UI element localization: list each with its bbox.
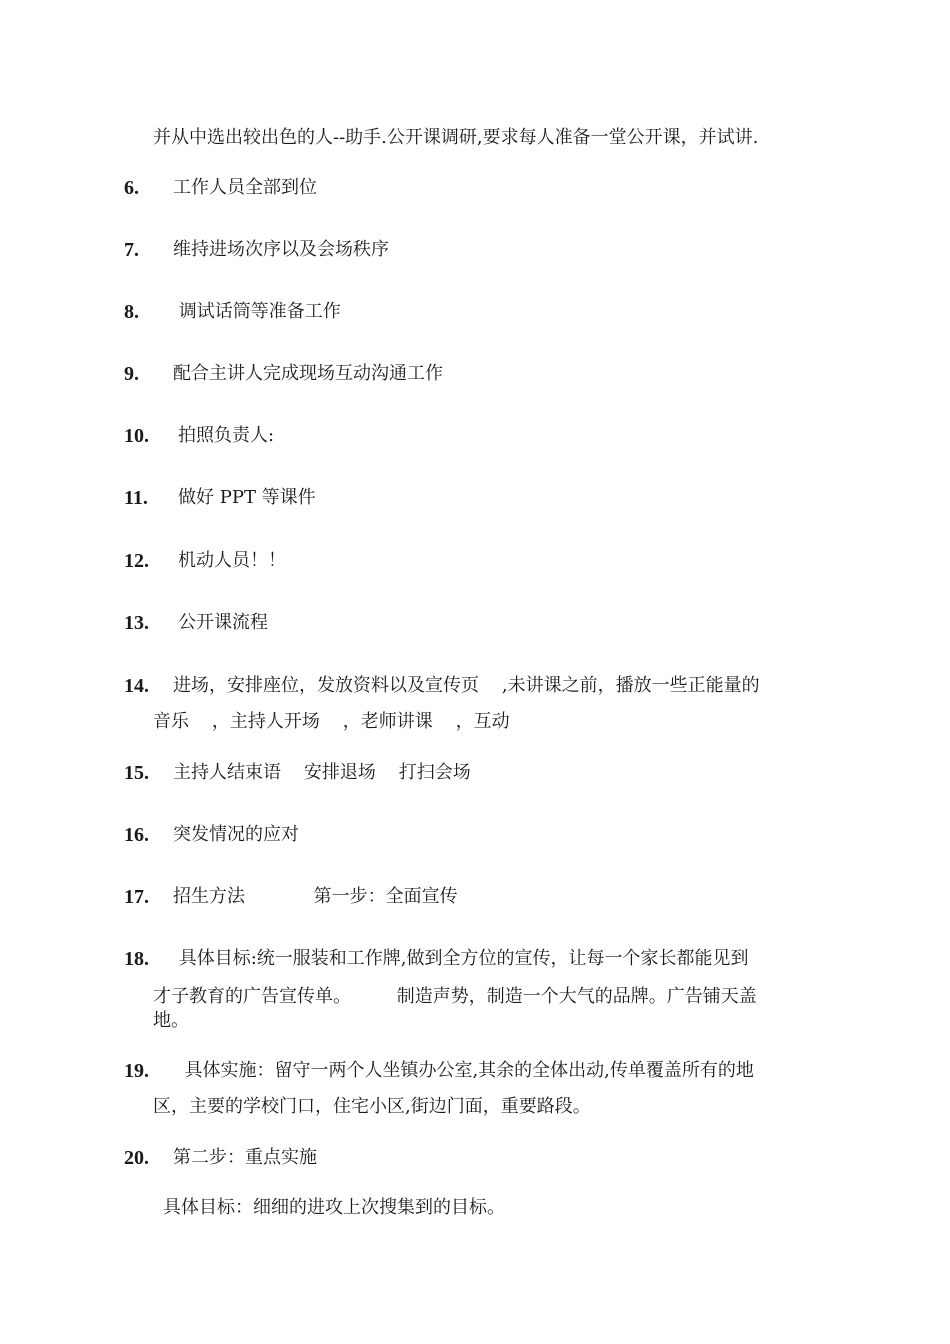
item-text: 工作人员全部到位 <box>173 177 317 198</box>
item-text: 具体实施：留守一两个人坐镇办公室,其余的全体出动,传单覆盖所有的地 <box>173 1060 754 1081</box>
item-number: 9. <box>124 363 139 385</box>
item-number: 16. <box>124 824 149 846</box>
item-text: 做好 PPT 等课件 <box>178 487 316 508</box>
item-text: 突发情况的应对 <box>173 824 299 845</box>
item-number: 11. <box>124 487 148 509</box>
item-number: 8. <box>124 301 139 323</box>
item-text: 才子教育的广告宣传单。 制造声势，制造一个大气的品牌。广告铺天盖 <box>153 986 757 1007</box>
item-text: 具体目标:统一服装和工作牌,做到全方位的宣传，让每一个家长都能见到 <box>173 948 749 969</box>
item-number: 13. <box>124 612 149 634</box>
target-paragraph: 具体目标：细细的进攻上次搜集到的目标。 <box>163 1197 505 1218</box>
item-text: 区，主要的学校门口，住宅小区,街边门面，重要路段。 <box>153 1096 591 1117</box>
item-number: 15. <box>124 762 149 784</box>
item-text: 公开课流程 <box>178 612 268 633</box>
item-number: 12. <box>124 550 149 572</box>
item-number: 6. <box>124 177 139 199</box>
item-number: 10. <box>124 425 149 447</box>
item-text: 主持人结束语 安排退场 打扫会场 <box>173 762 471 783</box>
item-number: 19. <box>124 1060 149 1082</box>
item-text: 第二步：重点实施 <box>173 1147 317 1168</box>
item-text: 地。 <box>153 1010 189 1031</box>
item-text: 进场，安排座位，发放资料以及宣传页 ,未讲课之前，播放一些正能量的 <box>173 675 760 696</box>
item-text: 拍照负责人: <box>178 425 275 446</box>
intro-paragraph: 并从中选出较出色的人--助手.公开课调研,要求每人准备一堂公开课，并试讲. <box>153 127 759 148</box>
item-number: 18. <box>124 948 149 970</box>
item-text: 机动人员！！ <box>178 550 286 571</box>
item-text: 调试话筒等准备工作 <box>173 301 341 322</box>
item-number: 7. <box>124 239 139 261</box>
item-text: 音乐 ，主持人开场 ，老师讲课 ，互动 <box>153 711 510 732</box>
item-number: 17. <box>124 886 149 908</box>
item-number: 14. <box>124 675 149 697</box>
item-number: 20. <box>124 1147 149 1169</box>
item-text: 招生方法 第一步：全面宣传 <box>173 886 458 907</box>
item-text: 维持进场次序以及会场秩序 <box>173 239 389 260</box>
item-text: 配合主讲人完成现场互动沟通工作 <box>173 363 443 384</box>
